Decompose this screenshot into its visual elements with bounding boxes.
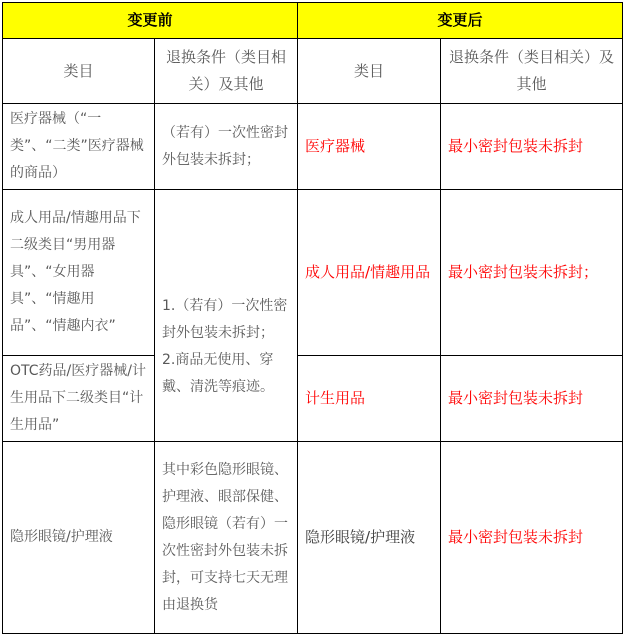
table-row	[3, 442, 623, 634]
group-header-row	[3, 3, 623, 39]
before-category-cell: 医疗器械（“一类”、“二类”医疗器械的商品）	[3, 104, 155, 190]
before-condition-cell: （若有）一次性密封外包装未拆封；	[155, 104, 298, 190]
before-condition-cell-merged	[155, 190, 298, 442]
after-condition-cell: 最小密封包装未拆封	[441, 442, 623, 634]
after-category-header: 类目	[298, 39, 441, 104]
column-header-row	[3, 39, 623, 104]
after-change-header: 变更后	[298, 3, 623, 39]
condition-line-2: 2.商品无使用、穿戴、清洗等痕迹。	[162, 351, 274, 395]
table-row	[3, 104, 623, 190]
after-condition-cell: 最小密封包装未拆封	[441, 104, 623, 190]
condition-line-1: 1.（若有）一次性密封外包装未拆封；	[162, 297, 288, 341]
before-condition-header: 退换条件（类目相关）及其他	[155, 39, 298, 104]
before-condition-cell: 其中彩色隐形眼镜、 护理液、眼部保健、隐形眼镜（若有）一次性密封外包装未拆封，可支持七天无理由退换货	[155, 442, 298, 634]
after-condition-cell: 最小密封包装未拆封	[441, 356, 623, 442]
table-row	[3, 356, 623, 442]
before-category-cell: 成人用品/情趣用品下二级类目“男用器具”、“女用器具”、“情趣用品”、“情趣内衣”	[3, 190, 155, 356]
after-category-cell: 成人用品/情趣用品	[298, 190, 441, 356]
after-condition-header: 退换条件（类目相关）及其他	[441, 39, 623, 104]
return-policy-comparison-table	[2, 2, 623, 634]
before-change-header: 变更前	[3, 3, 298, 39]
after-condition-cell: 最小密封包装未拆封；	[441, 190, 623, 356]
before-category-header: 类目	[3, 39, 155, 104]
after-category-cell: 计生用品	[298, 356, 441, 442]
table-row	[3, 190, 623, 356]
after-category-cell: 医疗器械	[298, 104, 441, 190]
after-category-cell: 隐形眼镜/护理液	[298, 442, 441, 634]
before-category-cell: OTC药品/医疗器械/计生用品下二级类目“计生用品”	[3, 356, 155, 442]
before-category-cell: 隐形眼镜/护理液	[3, 442, 155, 634]
